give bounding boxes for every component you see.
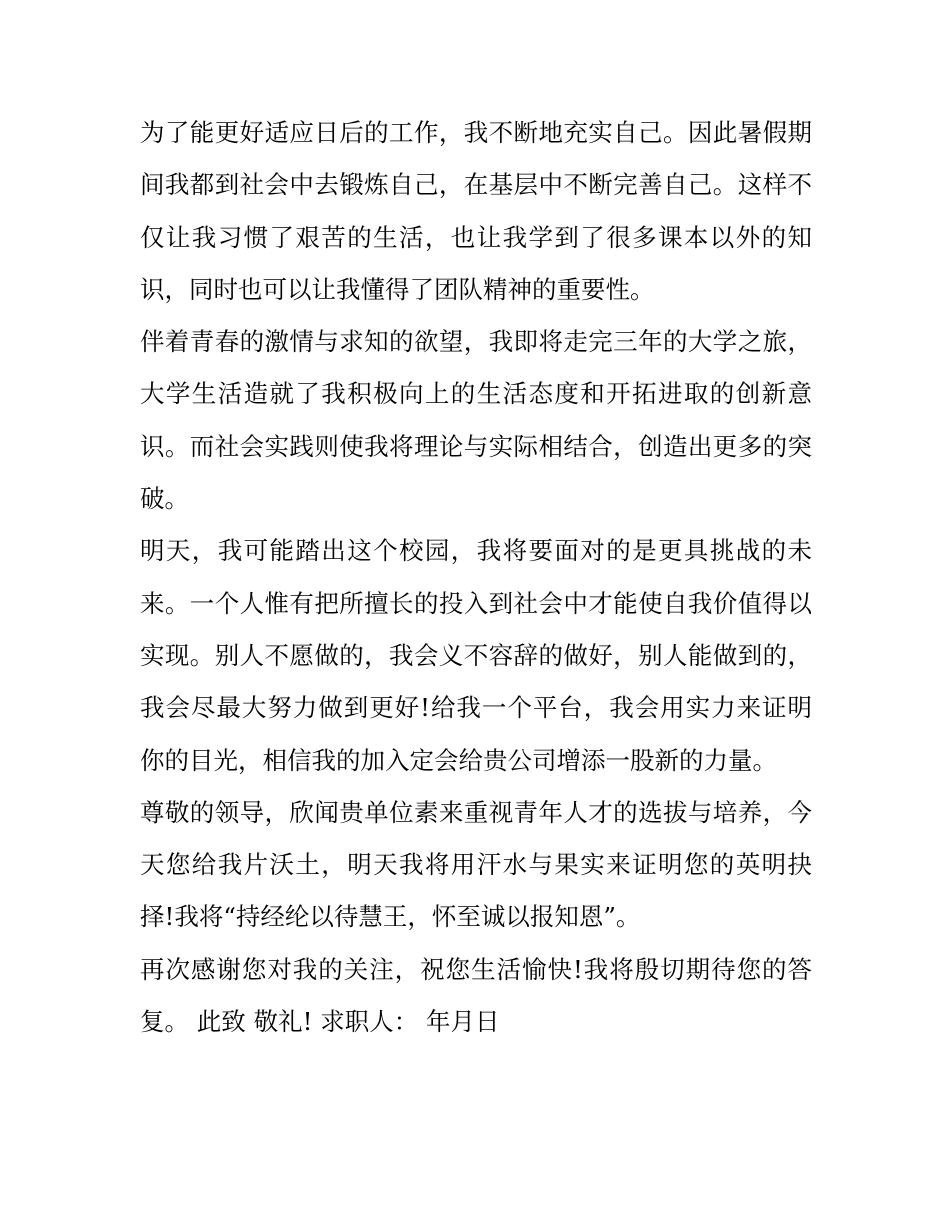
text-line: 破。 xyxy=(140,484,189,514)
paragraph-self-improvement xyxy=(140,107,812,316)
text-line: 我会尽最大努力做到更好!给我一个平台，我会用实力来证明 xyxy=(140,693,812,723)
text-line: 为了能更好适应日后的工作，我不断地充实自己。因此暑假期 xyxy=(140,118,812,147)
paragraph-closing xyxy=(140,944,812,1049)
text-line: 仅让我习惯了艰苦的生活，也让我学到了很多课本以外的知 xyxy=(140,222,812,252)
text-line: 择!我将“持经纶以待慧王，怀至诚以报知恩”。 xyxy=(140,902,641,932)
text-line: 再次感谢您对我的关注，祝您生活愉快!我将殷切期待您的答 xyxy=(140,954,812,984)
text-line: 识，同时也可以让我懂得了团队精神的重要性。 xyxy=(140,274,655,304)
closing-signature-line: 复。 此致 敬礼! 求职人： 年月日 xyxy=(140,1007,500,1037)
text-line: 明天，我可能踏出这个校园，我将要面对的是更具挑战的未 xyxy=(140,536,812,566)
text-line: 来。一个人惟有把所擅长的投入到社会中才能使自我价值得以 xyxy=(140,588,812,618)
text-line: 实现。别人不愿做的，我会义不容辞的做好，别人能做到的， xyxy=(140,640,812,670)
text-line: 你的目光，相信我的加入定会给贵公司增添一股新的力量。 xyxy=(140,745,777,775)
text-line: 伴着青春的激情与求知的欲望，我即将走完三年的大学之旅， xyxy=(140,327,812,357)
text-line: 间我都到社会中去锻炼自己，在基层中不断完善自己。这样不 xyxy=(140,170,812,200)
letter-body xyxy=(140,107,812,1048)
paragraph-future xyxy=(140,525,812,786)
text-line: 大学生活造就了我积极向上的生活态度和开拓进取的创新意 xyxy=(140,379,812,409)
text-line: 天您给我片沃土，明天我将用汗水与果实来证明您的英明抉 xyxy=(140,850,812,880)
paragraph-to-leader xyxy=(140,787,812,944)
paragraph-university-life xyxy=(140,316,812,525)
text-line: 识。而社会实践则使我将理论与实际相结合，创造出更多的突 xyxy=(140,431,812,461)
text-line: 尊敬的领导，欣闻贵单位素来重视青年人才的选拔与培养，今 xyxy=(140,797,812,827)
